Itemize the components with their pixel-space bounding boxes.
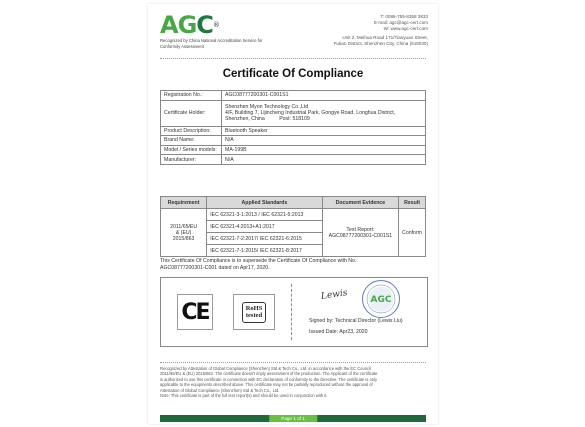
info-row — [161, 136, 426, 146]
holder-name: Shenzhen Myon Technology Co.,Ltd — [225, 104, 309, 111]
info-value-multiline — [222, 100, 426, 126]
stamp-text: AGC — [370, 295, 392, 305]
stamp-graphic — [361, 279, 401, 319]
footer-line: Recognized by Attestation of Global Compliance (Shenzhen) Std & Tech Co., Ltd. in accordance with the EC Council — [160, 366, 371, 371]
col-header-requirement: Requirement — [161, 197, 207, 209]
logo-tagline-line: Recognized by China National Accreditation Service for — [160, 38, 263, 43]
info-key: Product Description: — [161, 126, 222, 136]
info-row — [161, 145, 426, 155]
handwritten-signature: Lewis — [320, 288, 349, 302]
info-key: Brand Name: — [161, 136, 222, 146]
contact-info — [298, 14, 428, 47]
rohs-tested-label — [242, 302, 267, 323]
header-divider — [160, 58, 426, 59]
agc-logo — [160, 12, 280, 52]
requirements-row — [161, 209, 426, 221]
rohs-text: RoHS — [245, 304, 263, 312]
contact-address: Futian District, Shenzhen City, China (518030) — [333, 41, 428, 46]
info-value: Bluetooth Speaker — [222, 126, 426, 136]
certificate-page — [148, 4, 438, 424]
supersede-statement — [160, 258, 426, 272]
evidence-line: Test Report: — [346, 226, 375, 233]
statement-line: AGC08777200301-C001 dated on Apr17, 2020. — [160, 265, 270, 271]
info-value: N/A — [222, 155, 426, 165]
logo-text-ag: AG — [160, 11, 197, 39]
ce-mark: CE — [177, 294, 213, 330]
info-key: Registration No.: — [161, 91, 222, 101]
result-cell: Conform — [399, 209, 426, 257]
col-header-result: Result — [399, 197, 426, 209]
contact-web: W: www.agc-cert.com — [383, 26, 428, 31]
evidence-cell — [322, 209, 398, 257]
requirement-line: 2011/65/EU — [170, 223, 198, 230]
contact-email: E-mail: agc@agc-cert.com — [373, 20, 428, 25]
info-key: Model / Series models: — [161, 145, 222, 155]
info-row — [161, 100, 426, 126]
marks-and-signature-box — [160, 277, 428, 347]
rohs-tested-text: tested — [245, 312, 263, 319]
info-row — [161, 126, 426, 136]
page-number: Page 1 of 1 — [269, 415, 317, 422]
statement-line: This Certificate Of Compliance is to supersede the Certificate Of Compliance with No.: — [160, 258, 358, 264]
footer-disclaimer — [160, 366, 426, 398]
footer-divider — [160, 362, 426, 363]
holder-address: Shenzhen, China Post: 518109 — [225, 116, 310, 123]
standard-cell: IEC 62321-7-2:2017/ IEC 62321-6:2015 — [207, 233, 323, 245]
requirement-line: 2015/863 — [172, 235, 195, 242]
holder-address: 4/F, Building 7, Lijincheng Industrial Park, Gongye Road, Longhua District, — [225, 110, 396, 117]
requirements-table — [160, 196, 426, 257]
contact-address: Unit 2, Meihua Road 171/Tianyuan Street, — [342, 35, 428, 40]
signed-by: Signed by: Technical Director (Lewis Liu) — [309, 318, 403, 324]
footer-line: is authorized to use this certificate in connection with EC declaration of conformity to the Directive. The certificate is only — [160, 376, 377, 382]
logo-tagline-line: Conformity Assessment — [160, 43, 204, 49]
footer-line: Attestation of Global Compliance (Shenzhen) Std & Tech Co., Ltd. — [160, 387, 280, 393]
footer-line: Note: This certificate is part of the full test report(s) and should be used in conjunction with it. — [160, 393, 328, 399]
bottom-bar — [160, 415, 426, 422]
info-value: MA-199B — [222, 145, 426, 155]
requirement-line: & (EU) — [175, 229, 192, 236]
info-row — [161, 155, 426, 165]
standard-cell: IEC 62321-3-1:2013 / IEC 62321-5:2013 — [207, 209, 323, 221]
registered-mark: ® — [212, 21, 219, 29]
col-header-evidence: Document Evidence — [322, 197, 398, 209]
certificate-title: Certificate Of Compliance — [222, 68, 364, 80]
info-value: AGC08777200301-C001S1 — [222, 91, 426, 101]
logo-tagline — [160, 38, 280, 49]
footer-line: applicable to the equipments described above. This certificate may not be partially reproduced without the approval of — [160, 382, 373, 388]
footer-line: 2011/65/EU & (EU) 2015/863. The certificate doesn't imply assessment of the production. The Applicant of the certificate — [160, 371, 378, 377]
info-value: N/A — [222, 136, 426, 146]
evidence-line: AGC08777200301-C001S1 — [328, 232, 393, 239]
vertical-divider — [291, 284, 292, 340]
certificate-info-table — [160, 90, 426, 165]
requirements-header-row — [161, 197, 426, 209]
info-key: Manufacturer: — [161, 155, 222, 165]
standard-cell: IEC 62321-7-1:2015/ IEC 62321-8:2017 — [207, 245, 323, 257]
col-header-standards: Applied Standards — [207, 197, 323, 209]
rohs-mark-box — [233, 294, 275, 330]
info-row — [161, 91, 426, 101]
contact-tel: T: 0086-755-8358 3833 — [380, 14, 428, 19]
requirement-cell — [161, 209, 207, 257]
issued-date: Issued Date: Apr23, 2020 — [309, 329, 368, 335]
standard-cell: IEC 62321-4:2013+A1:2017 — [207, 221, 323, 233]
logo-text-c: C — [196, 11, 213, 39]
info-key: Certificate Holder: — [161, 100, 222, 126]
